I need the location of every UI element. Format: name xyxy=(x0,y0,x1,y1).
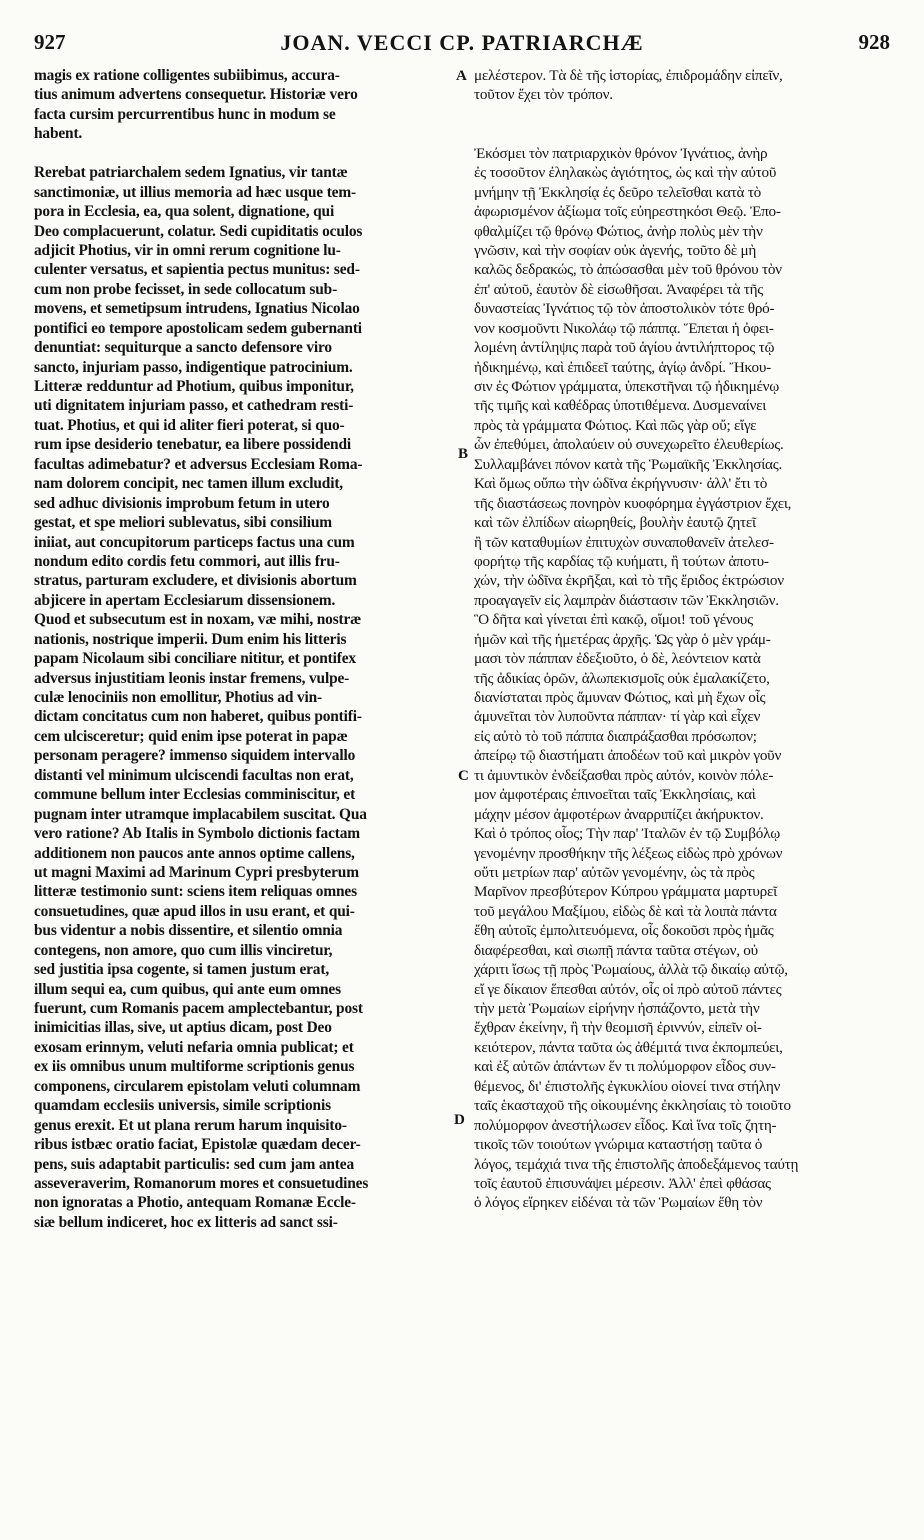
greek-text-line: ἀπείρῳ τῷ διαστήματι ἀποδέων τοῦ καὶ μικρὸν γοῦν xyxy=(474,747,782,765)
latin-text-line: nationis, nostrique imperii. Dum enim his litteris xyxy=(34,630,347,648)
latin-text-line: stratus, parturam excludere, et divisionis abortum xyxy=(34,572,357,590)
greek-text-line: τικοῖς τῶν τοιούτων γνώριμα καταστήσῃ ταῦτα ὁ xyxy=(474,1136,763,1154)
latin-text-line: tuat. Photius, et qui id aliter fieri poterat, si quo- xyxy=(34,416,345,434)
greek-text-line: ὁ λόγος εἴρηκεν εἰδέναι τὰ τῶν Ῥωμαίων ἔθη τὸν xyxy=(474,1194,763,1212)
latin-text-line: Litteræ redduntur ad Photium, quibus imponitur, xyxy=(34,378,354,395)
latin-text-line: siæ bellum indiceret, hoc ex litteris ad sanct ssi- xyxy=(34,1213,338,1231)
latin-text-line: exosam erinnym, veluti nefaria omnia publicat; et xyxy=(34,1038,354,1056)
latin-text-line: movens, et semetipsum intrudens, Ignatius Nicolao xyxy=(34,300,360,318)
latin-text-line: contegens, non amore, quo cum illis vinciretur, xyxy=(34,941,333,959)
latin-text-line: cem ulcisceretur; quid enim ipse poterat in papæ xyxy=(34,727,348,745)
greek-text-line: τοῦ μεγάλου Μαξίμου, εἰδὼς δὲ καὶ τὰ λοιπὰ πάντα xyxy=(474,902,777,920)
latin-text-line xyxy=(34,144,454,163)
greek-text-line: θέμενος, δι' ἐπιστολῆς ἐγκυκλίου οἱονεί τινα στήλην xyxy=(474,1077,781,1095)
latin-text-line: culenter versatus, et sapientia pectus munitus: sed- xyxy=(34,261,360,279)
greek-text-line: ὧν ἐπεθύμει, ἀπολαύειν οὐ συνεχωρεῖτο ἐλευθερίως. xyxy=(474,436,784,454)
latin-text-line: ut magni Maximi ad Marinum Cypri presbyterum xyxy=(34,863,359,881)
latin-text-line: componens, circularem epistolam veluti columnam xyxy=(34,1077,361,1095)
section-marker-b: B xyxy=(458,446,469,462)
greek-text-line: ἡμῶν καὶ τῆς ἡμετέρας ἀρχῆς. Ὡς γὰρ ὁ μὲν γράμ- xyxy=(474,630,771,648)
left-page-number: 927 xyxy=(34,30,66,54)
greek-text-line: ἠδικημένῳ, καὶ ἐπιδεεῖ ταύτης, ἁγίῳ ἀνδρί. Ἤκου- xyxy=(474,358,771,376)
greek-text-line: ταῖς ἑκασταχοῦ τῆς οἰκουμένης ἐκκλησίαις τὸ τοιοῦτο xyxy=(474,1097,791,1115)
latin-text-line: sed adhuc divisionis improbum fetum in utero xyxy=(34,494,330,512)
greek-text-line: ἢ τῶν καταθυμίων ἐπιτυχὼν συναποθανεῖν ἀτελεσ- xyxy=(474,533,774,551)
greek-text-line: εἴ γε δίκαιον ἕπεσθαι αὐτόν, οἷς οἱ πρὸ αὐτοῦ πάντες xyxy=(474,980,782,998)
latin-text-line: consuetudines, quæ apud illos in usu erant, et qui- xyxy=(34,902,355,920)
greek-text-line: τὴν μετὰ Ῥωμαίων εἰρήνην ἠσπάζοντο, μετὰ τὴν xyxy=(474,1000,760,1018)
right-page-number: 928 xyxy=(858,30,890,54)
latin-text-line: Quod et subsecutum est in noxam, væ mihi, nostræ xyxy=(34,611,362,629)
latin-text-line: pontifici eo tempore apostolicam sedem gubernanti xyxy=(34,319,362,337)
greek-text-line: κειότερον, πάντα ταῦτα ὡς ἀθέμιτά τινα ἐκπομπεύει, xyxy=(474,1038,783,1056)
greek-text-line: μάχην μέσον ἀμφοτέρων ἀναρριπίζει ἀκήρυκτον. xyxy=(474,805,764,823)
greek-text-line: τοῖς ἑαυτοῦ ἐπισυνάψει μέρεσιν. Ἀλλ' ἐπεὶ φθάσας xyxy=(474,1174,771,1192)
greek-text-line: ἔχθραν ἐκείνην, ἢ τὴν θεομισῆ ἐριννύν, εἰπεῖν οἰ- xyxy=(474,1019,762,1037)
paragraph-spacer xyxy=(474,105,902,144)
latin-text-line: quamdam ecclesiis universis, simile scriptionis xyxy=(34,1097,331,1115)
latin-text-line: vero ratione? Ab Italis in Symbolo dictionis factam xyxy=(34,825,360,843)
greek-text-line: Ἐκόσμει τὸν πατριαρχικὸν θρόνον Ἰγνάτιος, ἀνὴρ xyxy=(474,144,768,162)
latin-text-line: litteræ testimonio sunt: sciens item reliquas omnes xyxy=(34,883,357,901)
latin-text-line: papam Nicolaum sibi conciliare nititur, et pontifex xyxy=(34,650,356,668)
latin-text-line: iniiat, aut concupitorum particeps factus una cum xyxy=(34,533,355,551)
greek-text-line: γενομένην προσθήκην τῆς λέξεως εἰδὼς πρὸ χρόνων xyxy=(474,844,783,862)
latin-text-line: ex iis omnibus unum multiforme scriptionis genus xyxy=(34,1058,355,1076)
greek-text-line: οὔτι μετρίων παρ' αὐτῶν γενομένην, ὡς τὰ πρὸς xyxy=(474,863,755,881)
greek-text-line: ἔθη αὐτοῖς ἐμπολιτευόμενα, οἷς δοκοῦσι πρὸς ἡμᾶς xyxy=(474,922,774,940)
latin-text-line: genus erexit. Et ut plana rerum harum inquisito- xyxy=(34,1116,347,1134)
latin-text-line: uti dignitatem injuriam passo, et cathedram resti- xyxy=(34,397,354,415)
greek-text-line: προαγαγεῖν εἰς λαμπρὰν διάστασιν τῶν Ἐκκλησιῶν. xyxy=(474,591,779,609)
latin-text-line: additionem non paucos ante annos optime callens, xyxy=(34,844,355,862)
latin-text-line: abjicere in apertam Ecclesiarum dissensionem. xyxy=(34,591,336,609)
greek-text-line: μνήμην τῇ Ἐκκλησίᾳ ἐς δεῦρο τελεῖσθαι κατὰ τὸ xyxy=(474,183,762,201)
greek-text-line: ἀφωρισμένον ἀξίωμα τοῖς εὐηρεστηκόσι Θεῷ. Ἐπο- xyxy=(474,203,781,221)
greek-text-line: λόγος, τεμάχιά τινα τῆς ἐπιστολῆς ἀποδεξάμενος ταύτῃ xyxy=(474,1155,799,1173)
latin-text-line: non ignoratas a Photio, antequam Romanæ Eccle- xyxy=(34,1194,356,1212)
section-marker-c: C xyxy=(458,768,469,784)
greek-text-line: μον ἀμφοτέραις ἐπινοεῖται ταῖς Ἐκκλησίαις, καὶ xyxy=(474,786,756,804)
greek-text-line: μασι τὸν πάππαν ἐδεξιοῦτο, ὁ δὲ, λεόντειον κατὰ xyxy=(474,650,761,668)
latin-text-line: sed justitia ipsa cogente, si tamen justum erat, xyxy=(34,961,330,979)
latin-text-line: adjicit Photius, vir in omni rerum cognitione lu- xyxy=(34,241,341,259)
latin-text-line: illum sequi ea, cum quibus, qui ante eum omnes xyxy=(34,980,341,998)
latin-text-line: inimicitias illas, sive, ut aptius dicam, post Deo xyxy=(34,1019,332,1037)
latin-text-line: tius animum advertens consequetur. Historiæ vero xyxy=(34,86,358,104)
running-title: JOAN. VECCI CP. PATRIARCHÆ xyxy=(280,30,644,55)
greek-text-line: Καὶ ὅμως οὔπω τὴν ὠδῖνα ἐκρήγνυσιν· ἀλλ' ἔτι τὸ xyxy=(474,475,768,493)
greek-text-line: τοῦτον ἔχει τὸν τρόπον. xyxy=(474,86,613,104)
greek-text-line: τῆς τιμῆς καὶ καθέδρας ὑποτιθέμενα. Δυσμεναίνει xyxy=(474,397,767,415)
latin-text-line: ribus istbæc oratio faciat, Epistolæ quædam decer- xyxy=(34,1136,361,1154)
latin-text-line: denuntiat: sequiturque a sancto defensore viro xyxy=(34,339,332,357)
greek-text-line: καὶ ἐξ αὐτῶν ἁπάντων ἕν τι πολύμορφον εἶδος συν- xyxy=(474,1058,776,1076)
page-header xyxy=(34,30,890,60)
latin-text-line: pora in Ecclesia, ea, qua solent, dignatione, qui xyxy=(34,203,335,221)
latin-text-line: magis ex ratione colligentes subiibimus, accura- xyxy=(34,67,340,84)
greek-text-line: διαφέρεσθαι, καὶ σιωπῇ πάντα ταῦτα στέγων, οὐ xyxy=(474,941,758,959)
latin-text-line: nam dolorem concipit, nec tamen illum excludit, xyxy=(34,475,344,493)
latin-text-line: pens, suis adaptabit particulis: sed cum jam antea xyxy=(34,1155,355,1173)
greek-text-line: εἰς αὐτὸ τὸ τοῦ πάππα διαπράξασθαι πρόσωπον; xyxy=(474,727,757,745)
greek-text-line: λομένη ἀντίληψις παρὰ τοῦ ἁγίου ἀντιλήπτορος τῷ xyxy=(474,339,775,357)
latin-text-line: gestat, et spe meliori sublevatus, sibi consilium xyxy=(34,514,332,532)
greek-text-line: καλῶς δεδρακώς, τὸ ἀπώσασθαι μὲν τοῦ θρόνου τὸν xyxy=(474,261,782,279)
latin-text-line: rum ipse desiderio tenebatur, ea libere possidendi xyxy=(34,436,352,454)
greek-text-line: Μαρῖνον πρεσβύτερον Κύπρου γράμματα μαρτυρεῖ xyxy=(474,883,777,901)
latin-text-line: adversus injustitiam leonis instar fremens, vulpe- xyxy=(34,669,350,687)
greek-text-line: χών, τὴν ὠδῖνα ἐκρῆξαι, καὶ τὸ τῆς ἔριδος ἐκτρώσιον xyxy=(474,572,784,590)
greek-text-line: πρὸς τὰ γράμματα Φώτιος. Καὶ πῶς γὰρ οὔ; εἴγε xyxy=(474,416,757,434)
latin-text-line: dictam concitatus cum non haberet, quibus pontifi- xyxy=(34,708,362,726)
greek-text-line: νον κοσμοῦντι Νικολάῳ τῷ πάππᾳ. Ἕπεται ἡ ὀφει- xyxy=(474,319,774,337)
section-marker-a: A xyxy=(456,68,467,84)
latin-text-line: personam peragere? immenso siquidem intervallo xyxy=(34,747,356,765)
greek-text-line: χάριτι ἴσως τῇ πρὸς Ῥωμαίους, ἀλλὰ τῷ δικαίῳ αὐτῷ, xyxy=(474,961,788,979)
latin-text-line: Deo complacuerunt, colatur. Sedi cupiditatis oculos xyxy=(34,222,363,240)
greek-text-line: ἐπ' αὐτοῦ, ἑαυτὸν δὲ εἰσωθῆσαι. Ἀναφέρει τὰ τῆς xyxy=(474,280,764,298)
greek-text-line: ἀμυνεῖται τὸν λυποῦντα πάππαν· τί γὰρ καὶ εἶχεν xyxy=(474,708,761,726)
greek-text-line: Καὶ ὁ τρόπος οἷος; Τὴν παρ' Ἰταλῶν ἐν τῷ Συμβόλῳ xyxy=(474,825,780,843)
greek-text-line: καὶ τῶν ἐλπίδων αἰωρηθείς, βουλὴν ἑαυτῷ ζητεῖ xyxy=(474,514,756,532)
latin-text-line: facta cursim percurrentibus hunc in modum se xyxy=(34,105,336,123)
section-marker-d: D xyxy=(454,1112,465,1128)
latin-text-line: sancto, injuriam passo, indigentique patrocinium. xyxy=(34,358,353,376)
greek-text-line: πολύμορφον ἀνεστήλωσεν εἶδος. Καὶ ἵνα τοῖς ζητη- xyxy=(474,1116,777,1134)
greek-text-line: τῆς ἀδικίας ὁρῶν, ἀλωπεκισμοῖς οὐκ ἐμαλακίζετο, xyxy=(474,669,770,687)
latin-text-line: commune bellum inter Ecclesias comminiscitur, et xyxy=(34,786,356,804)
greek-column xyxy=(474,66,902,1213)
greek-text-line: γνῶσιν, καὶ τὴν σοφίαν οὐκ ἀγενής, τοῦτο δὲ μὴ xyxy=(474,241,757,259)
latin-text-line: pugnam inter utramque implacabilem suscitat. Qua xyxy=(34,805,367,823)
greek-text-line: δυναστείας Ἰγνάτιος τῷ τὸν ἀποστολικὸν τότε θρό- xyxy=(474,300,775,318)
latin-text-line: nondum edito cordis fetu commori, aut illis fru- xyxy=(34,552,340,570)
latin-text-line: facultas adimebatur? et adversus Ecclesiam Roma- xyxy=(34,455,363,473)
greek-text-line: Συλλαμβάνει πόνον κατὰ τῆς Ῥωμαϊκῆς Ἐκκλησίας. xyxy=(474,455,783,473)
latin-column xyxy=(34,66,454,1232)
greek-text-line: σιν ἐς Φώτιον γράμματα, ὑπεκστῆναι τῷ ἠδικημένῳ xyxy=(474,378,779,396)
latin-text-line: sanctimoniæ, ut illius memoria ad hæc usque tem- xyxy=(34,183,356,201)
greek-text-line: διανίσταται πρὸς ἄμυναν Φώτιος, καὶ μὴ ἔχων οἷς xyxy=(474,689,766,707)
greek-text-line: ἐς τοσοῦτον ἐληλακὼς ἁγιότητος, ὡς καὶ τὴν αὐτοῦ xyxy=(474,164,777,182)
latin-text-line: distanti vel minimum ulciscendi facultas non erat, xyxy=(34,766,354,784)
latin-text-line: habent. xyxy=(34,125,83,143)
greek-text-line: μελέστερον. Τὰ δὲ τῆς ἱστορίας, ἐπιδρομάδην εἰπεῖν, xyxy=(474,67,783,84)
latin-text-line: fuerunt, cum Romanis pacem amplectebantur, post xyxy=(34,1000,363,1017)
latin-text-line: asseveraverim, Romanorum mores et consuetudines xyxy=(34,1174,369,1192)
greek-text-line: Ὃ δῆτα καὶ γίνεται ἐπὶ κακῷ, οἴμοι! τοῦ γένους xyxy=(474,611,753,629)
greek-text-line: τι ἀμυντικὸν ἐνδείξασθαι πρὸς αὐτόν, κοινὸν πόλε- xyxy=(474,766,774,784)
greek-text-line: φθαλμίζει τῷ θρόνῳ Φώτιος, ἀνὴρ πολὺς μὲν τὴν xyxy=(474,222,763,240)
latin-text-line: bus videntur a nobis dissentire, et silentio omnia xyxy=(34,922,343,940)
latin-text-line: cum non probe fecisset, in sede collocatum sub- xyxy=(34,280,338,298)
greek-text-line: τῆς διαστάσεως πονηρὸν κυοφόρημα ἐγγάστριον ἔχει, xyxy=(474,494,792,512)
latin-text-line: culæ lenociniis non emollitur, Photius ad vin- xyxy=(34,689,322,706)
greek-text-line: φορήτῳ τῆς καρδίας τῷ κυήματι, ἢ τούτων ἀποτυ- xyxy=(474,552,769,570)
latin-text-line: Rerebat patriarchalem sedem Ignatius, vir tantæ xyxy=(34,164,348,182)
